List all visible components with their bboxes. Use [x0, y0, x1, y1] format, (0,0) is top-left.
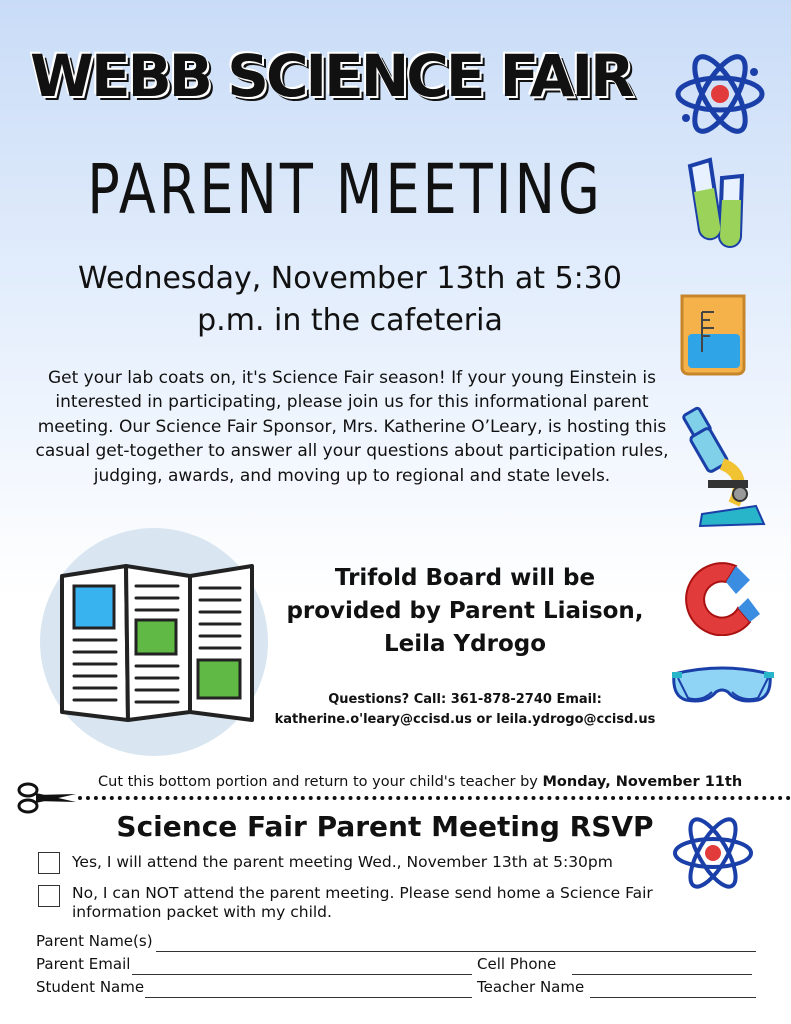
magnet-icon	[676, 558, 766, 636]
parent-names-label: Parent Name(s)	[36, 932, 153, 950]
teacher-name-label: Teacher Name	[477, 978, 585, 996]
cell-phone-label: Cell Phone	[477, 955, 557, 973]
parent-email-field[interactable]	[132, 974, 472, 975]
attend-no-line2: information packet with my child.	[72, 903, 332, 921]
meeting-time-line1: Wednesday, November 13th at 5:30	[78, 261, 622, 296]
contact-line2: katherine.o'leary@ccisd.us or leila.ydrogo@ccisd.us	[274, 712, 656, 727]
cell-phone-field[interactable]	[572, 974, 752, 975]
intro-paragraph: Get your lab coats on, it's Science Fair season! If your young Einstein is interested in participating, please join us for this informational parent meeting. Our Science Fair Sponsor, Mrs. Katherine O’Leary, is hosting this casual get-together to answer all your questions about participation rules, judging, awards, and moving up to regional and state levels.	[35, 368, 669, 486]
test-tubes-icon	[684, 156, 748, 248]
atom-icon	[672, 48, 768, 140]
teacher-name-field[interactable]	[590, 997, 756, 998]
microscope-icon	[682, 404, 770, 528]
attend-yes-checkbox[interactable]	[38, 852, 60, 874]
attend-no-line1: No, I can NOT attend the parent meeting. Please send home a Science Fair	[72, 884, 653, 902]
parent-email-label: Parent Email	[36, 955, 131, 973]
meeting-time-line2: p.m. in the cafeteria	[197, 303, 503, 338]
parent-names-field[interactable]	[156, 951, 756, 952]
trifold-line3: Leila Ydrogo	[383, 631, 547, 657]
cut-instruction-text: Cut this bottom portion and return to your child's teacher by	[98, 774, 543, 790]
atom-icon	[668, 812, 758, 894]
page-title: WEBB SCIENCE FAIR	[30, 42, 632, 110]
student-name-field[interactable]	[145, 997, 472, 998]
attend-no-checkbox[interactable]	[38, 885, 60, 907]
cut-deadline: Monday, November 11th	[542, 774, 743, 790]
rsvp-title: Science Fair Parent Meeting RSVP	[116, 810, 654, 843]
cut-instruction	[98, 774, 742, 790]
page-subtitle: PARENT MEETING	[87, 149, 603, 231]
beaker-icon	[674, 288, 754, 378]
meeting-time	[20, 258, 680, 342]
student-name-label: Student Name	[36, 978, 145, 996]
attend-no-label	[72, 884, 653, 922]
cut-line	[78, 796, 791, 800]
trifold-line2: provided by Parent Liaison,	[286, 598, 644, 624]
contact-info	[260, 690, 670, 730]
attend-yes-label: Yes, I will attend the parent meeting Wed., November 13th at 5:30pm	[72, 853, 613, 871]
trifold-line1: Trifold Board will be	[334, 565, 596, 591]
trifold-notice	[270, 562, 660, 661]
trifold-board-icon	[38, 528, 270, 756]
safety-goggles-icon	[672, 660, 776, 712]
contact-line1: Questions? Call: 361-878-2740 Email:	[328, 692, 602, 707]
